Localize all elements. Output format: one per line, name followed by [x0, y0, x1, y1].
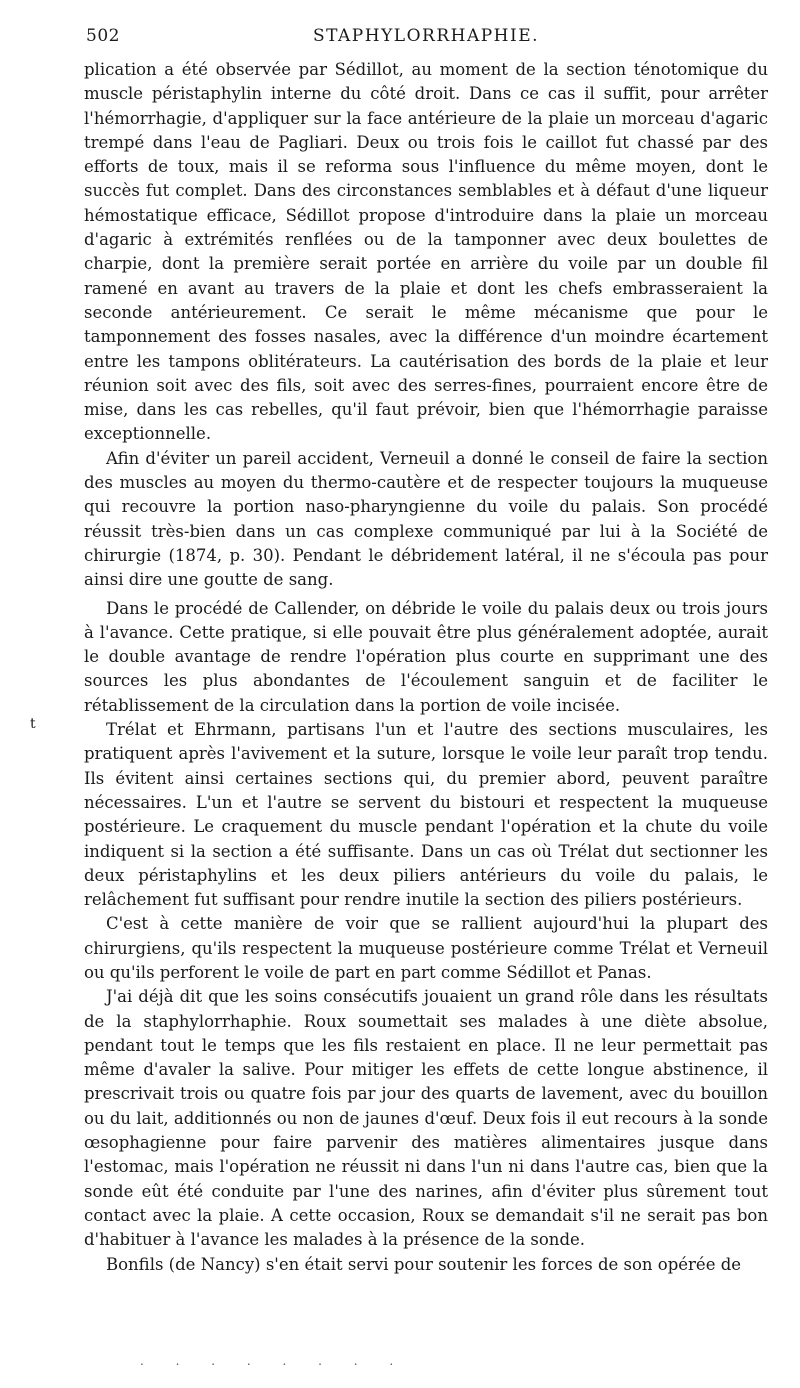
- paragraph-trelat-ehrmann: Trélat et Ehrmann, partisans l'un et l'autre des sections musculaires, les pratiquent après l'avivement et la suture, lorsque le voile leur paraît trop tendu. Ils évitent ainsi certaines sections qui, du premier abord, peuvent paraître nécessaires. L'un et l'autre se servent du bistouri et respectent la muqueuse postérieure. Le craquement du muscle pendant l'opération et la chute du voile indiquent si la section a été suffisante. Dans un cas où Trélat dut sectionner les deux péristaphylins et les deux piliers antérieurs du voile du palais, le relâchement fut suffisant pour rendre inutile la section des piliers postérieurs.: [84, 720, 768, 910]
- paragraph-bonfils: Bonfils (de Nancy) s'en était servi pour soutenir les forces de son opérée de: [106, 1254, 742, 1274]
- page-number: 502: [86, 26, 120, 46]
- paragraph-verneuil: Afin d'éviter un pareil accident, Verneuil a donné le conseil de faire la section des muscles au moyen du thermo-cautère et de respecter toujours la muqueuse qui recouvre la portion naso-pharyngienne du voile du palais. Son procédé réussit très-bien dans un cas complexe communiqué par lui à la Société de chirurgie (1874, p. 30). Pendant le débridement latéral, il ne s'écoula pas pour ainsi dire une goutte de sang.: [84, 448, 768, 590]
- running-title: STAPHYLORRHAPHIE.: [312, 26, 540, 46]
- page-header: [84, 26, 768, 58]
- paragraph-consensus: C'est à cette manière de voir que se rallient aujourd'hui la plupart des chirurgiens, qu'ils respectent la muqueuse postérieure comme Trélat et Verneuil ou qu'ils perforent le voile de part en part comme Sédillot et Panas.: [84, 914, 768, 982]
- paragraph-continued: plication a été observée par Sédillot, au moment de la section ténotomique du muscle péristaphylin interne du côté droit. Dans ce cas il suffit, pour arrêter l'hémorrhagie, d'appliquer sur la face antérieure de la plaie un morceau d'agaric trempé dans l'eau de Pagliari. Deux ou trois fois le caillot fut chassé par des efforts de toux, mais il se reforma sous l'influence du même moyen, dont le succès fut complet. Dans des circonstances semblables et à défaut d'une liqueur hémostatique efficace, Sédillot propose d'introduire dans la plaie un morceau d'agaric à extrémités renflées ou de la tamponner avec deux boulettes de charpie, dont la première serait portée en arrière du voile par un double fil ramené en avant au travers de la plaie et dont les chefs embrasseraient la seconde antérieurement. Ce serait le même mécanisme que pour le tamponnement des fosses nasales, avec la différence d'un moindre écartement entre les tampons oblitérateurs. La cautérisation des bords de la plaie et leur réunion soit avec des fils, soit avec des serres-fines, pourraient encore être de mise, dans les cas rebelles, qu'il faut prévoir, bien que l'hémorrhagie paraisse exceptionnelle.: [84, 60, 768, 444]
- bottom-print-marks: . . . . . . . .: [140, 1354, 408, 1368]
- margin-mark: t: [30, 716, 36, 732]
- book-page: [84, 26, 768, 1277]
- paragraph-soins-consecutifs: J'ai déjà dit que les soins consécutifs jouaient un grand rôle dans les résultats de la staphylorrhaphie. Roux soumettait ses malades à une diète absolue, pendant tout le temps que les fils restaient en place. Il ne leur permettait pas même d'avaler la salive. Pour mitiger les effets de cette longue abstinence, il prescrivait trois ou quatre fois par jour des quarts de lavement, avec du bouillon ou du lait, additionnés ou non de jaunes d'œuf. Deux fois il eut recours à la sonde œsophagienne pour faire parvenir des matières alimentaires jusque dans l'estomac, mais l'opération ne réussit ni dans l'un ni dans l'autre cas, bien que la sonde eût été conduite par l'une des narines, afin d'éviter plus sûrement tout contact avec la plaie. A cette occasion, Roux se demandait s'il ne serait pas bon d'habituer à l'avance les malades à la présence de la sonde.: [84, 987, 768, 1250]
- paragraph-callender: Dans le procédé de Callender, on débride le voile du palais deux ou trois jours à l'avance. Cette pratique, si elle pouvait être plus généralement adoptée, aurait le double avantage de rendre l'opération plus courte en supprimant une des sources les plus abondantes de l'écoulement sanguin et de faciliter le rétablissement de la circulation dans la portion de voile incisée.: [84, 598, 768, 715]
